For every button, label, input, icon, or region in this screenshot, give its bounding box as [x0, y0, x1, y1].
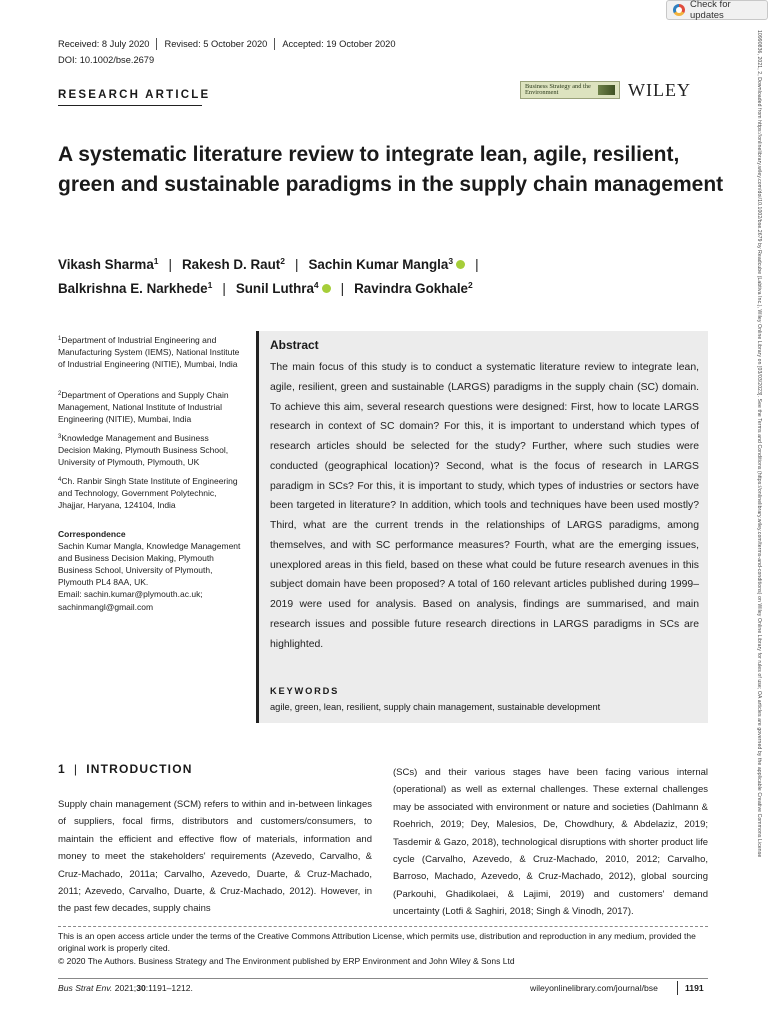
divider: [274, 38, 275, 50]
author-name[interactable]: Vikash Sharma: [58, 257, 154, 272]
orcid-icon[interactable]: [322, 284, 331, 293]
footnote-divider: [58, 926, 708, 927]
divider: [156, 38, 157, 50]
affiliation-sup: 1: [58, 336, 62, 342]
author-line-2: Balkrishna E. Narkhede$^1$ | Sunil Luthra$^4$ | Ravindra Gokhale$^2$: [58, 280, 473, 296]
author-name[interactable]: Ravindra Gokhale: [354, 281, 469, 296]
orcid-icon[interactable]: [456, 260, 465, 269]
article-type-underline: [58, 105, 202, 106]
abstract-heading: Abstract: [270, 338, 319, 352]
body-text-left: Supply chain management (SCM) refers to within and in-between linkages of suppliers, focal firms, distributors and customers/consumers, to maintain the efficient and effective flow of materials, information and money to meet the stakeholders' requirements (Azevedo, Carvalho, & Cruz-Machado, 2011a; Carvalho, Azevedo, Duarte, & Cruz-Machado, 2011; Azevedo, Carvalho, Duarte, & Cruz-Machado, 2012). However, in the past few decades, supply chains: [58, 799, 372, 915]
copyright-note: © 2020 The Authors. Business Strategy and The Environment published by ERP Environment and John Wiley & Sons Ltd: [58, 956, 515, 966]
affiliation: [58, 388, 243, 425]
author-sup: 2: [468, 280, 473, 290]
affiliation-text: Department of Operations and Supply Chain Management, National Institute of Industrial Engineering (NITIE), Mumbai, India: [58, 390, 229, 425]
citation-volume: 30: [136, 983, 146, 993]
affiliation-text: Knowledge Management and Business Decision Making, Plymouth Business School, University of Plymouth, Plymouth, UK: [58, 433, 229, 468]
author-sup: 4: [313, 280, 319, 290]
journal-logo-text: Business Strategy and the Environment: [525, 82, 591, 96]
author-line-1: Vikash Sharma$^1$ | Rakesh D. Raut$^2$ | Sachin Kumar Mangla$^3$ |: [58, 256, 479, 272]
author-sup: 2: [280, 256, 285, 266]
accepted-date: Accepted: 19 October 2020: [282, 39, 396, 49]
author-sup: 3: [448, 256, 454, 266]
page-number: 1191: [685, 983, 704, 993]
correspondence-email[interactable]: Email: sachin.kumar@plymouth.ac.uk; sachinmangl@gmail.com: [58, 589, 203, 612]
author-sup: 1: [153, 256, 159, 266]
affiliation: [58, 431, 243, 468]
affiliation-text: Department of Industrial Engineering and Manufacturing System (IEMS), National Institute of Industrial Engineering (NITIE), Mumbai, India: [58, 335, 240, 370]
correspondence: [58, 528, 243, 613]
keywords-text: agile, green, lean, resilient, supply chain management, sustainable development: [270, 702, 601, 712]
journal-url[interactable]: wileyonlinelibrary.com/journal/bse: [530, 983, 658, 993]
divider: [677, 981, 678, 995]
section-number: 1: [58, 762, 66, 776]
journal-logo: [520, 81, 620, 99]
affiliation: [58, 474, 243, 511]
author-name[interactable]: Balkrishna E. Narkhede: [58, 281, 208, 296]
correspondence-heading: Correspondence: [58, 529, 126, 539]
download-notice: 10990836, 2021, 2, Downloaded from https://onlinelibrary.wiley.com/doi/10.1002/bse.2679 by Readcube (Labtiva Inc.), Wiley Online Library on [03/03/2023]. See the Terms and Conditions (https://onlinelibrary.wiley.com/terms-and-conditions) on Wiley Online Library for rules of use; OA articles are governed by the applicable Creative Commons License: [756, 30, 762, 858]
doi: DOI: 10.1002/bse.2679: [58, 55, 155, 65]
crossmark-icon: [673, 4, 685, 16]
affiliation-sup: 2: [58, 391, 62, 397]
abstract-text: The main focus of this study is to conduct a systematic literature review to integrate lean, agile, resilient, green and sustainable (LARGS) paradigms in the supply chain (SC) domain. To achieve this aim, several research questions were designed: First, how to locate LARGS research in context of SC domain? For this, it is important to understand which types of research articles should be selected for the study? Further, where such studies were conducted (geographical location)? Second, what is the focus of research in LARGS paradigm in SCs? For this, it is important to study, which types of industries or sectors have been targeted in literature? In addition, which tools and techniques have been used mostly? Third, what are the current trends in the relationships of LARGS paradigms, among themselves, and with SC performance measures? Fourth, what are the emerging issues, unexplored areas in this field, based on these what could be future research avenues in this subject domain have been proposed? A total of 160 relevant articles published during 1999–2019 were used for analysis. Based on analysis, findings are summarised, and main research issues and possible future research directions in LARGS paradigms in SCs are highlighted.: [270, 362, 699, 650]
author-name[interactable]: Sachin Kumar Mangla: [308, 257, 449, 272]
affiliation: [58, 333, 243, 370]
revised-date: Revised: 5 October 2020: [164, 39, 268, 49]
article-dates: [58, 38, 396, 50]
section-heading: 1 | INTRODUCTION: [58, 762, 193, 776]
body-text-right: (SCs) and their various stages have been facing various internal (operational) as well as external challenges. These external challenges may be associated with environment or nature and societies (Dahlmann & Roehrich, 2019; Dey, Malesios, De, Chowdhury, & Abdelaziz, 2019; Tasdemir & Gazo, 2018), technological disruptions with shorter product life cycle (Carvalho, Azevedo, & Cruz-Machado, 2010, 2012; Carvalho, Barroso, Machado, Azevedo, & Cruz-Machado, 2012), global sourcing (Parkouhi, Ghadikolaei, & Lajimi, 2019) and customers' demand uncertainty (Lotfi & Saghiri, 2018; Singh & Vinodh, 2017).: [393, 767, 708, 918]
author-name[interactable]: Rakesh D. Raut: [182, 257, 281, 272]
affiliation-text: Ch. Ranbir Singh State Institute of Engineering and Technology, Government Polytechnic, Jhajjar, Haryana, 124104, India: [58, 476, 238, 511]
check-for-updates-button[interactable]: [666, 0, 768, 20]
affiliation-sup: 3: [58, 434, 62, 440]
author-name[interactable]: Sunil Luthra: [235, 281, 314, 296]
citation-journal: Bus Strat Env.: [58, 983, 113, 993]
affiliation-sup: 4: [58, 477, 62, 483]
author-sup: 1: [207, 280, 213, 290]
article-title: A systematic literature review to integrate lean, agile, resilient, green and sustainable paradigms in the supply chain management: [58, 143, 724, 196]
keywords-heading: KEYWORDS: [270, 686, 340, 696]
citation: [58, 983, 193, 993]
article-type: RESEARCH ARTICLE: [58, 89, 211, 101]
received-date: Received: 8 July 2020: [58, 39, 150, 49]
citation-pages: :1191–1212.: [145, 983, 193, 993]
check-for-updates-label: Check for updates: [689, 0, 731, 21]
journal-logo-graphic: [598, 85, 615, 95]
correspondence-text: Sachin Kumar Mangla, Knowledge Management and Business Decision Making, Plymouth Business School, University of Plymouth, Plymouth PL4 8AA, UK.: [58, 541, 241, 588]
publisher-logo: WILEY: [628, 80, 691, 100]
footer-divider: [58, 978, 708, 979]
section-title: INTRODUCTION: [86, 762, 193, 776]
license-note: This is an open access article under the terms of the Creative Commons Attribution License, which permits use, distribution and reproduction in any medium, provided the original work is properly cited.: [58, 931, 696, 953]
citation-year: 2021;: [114, 983, 137, 993]
